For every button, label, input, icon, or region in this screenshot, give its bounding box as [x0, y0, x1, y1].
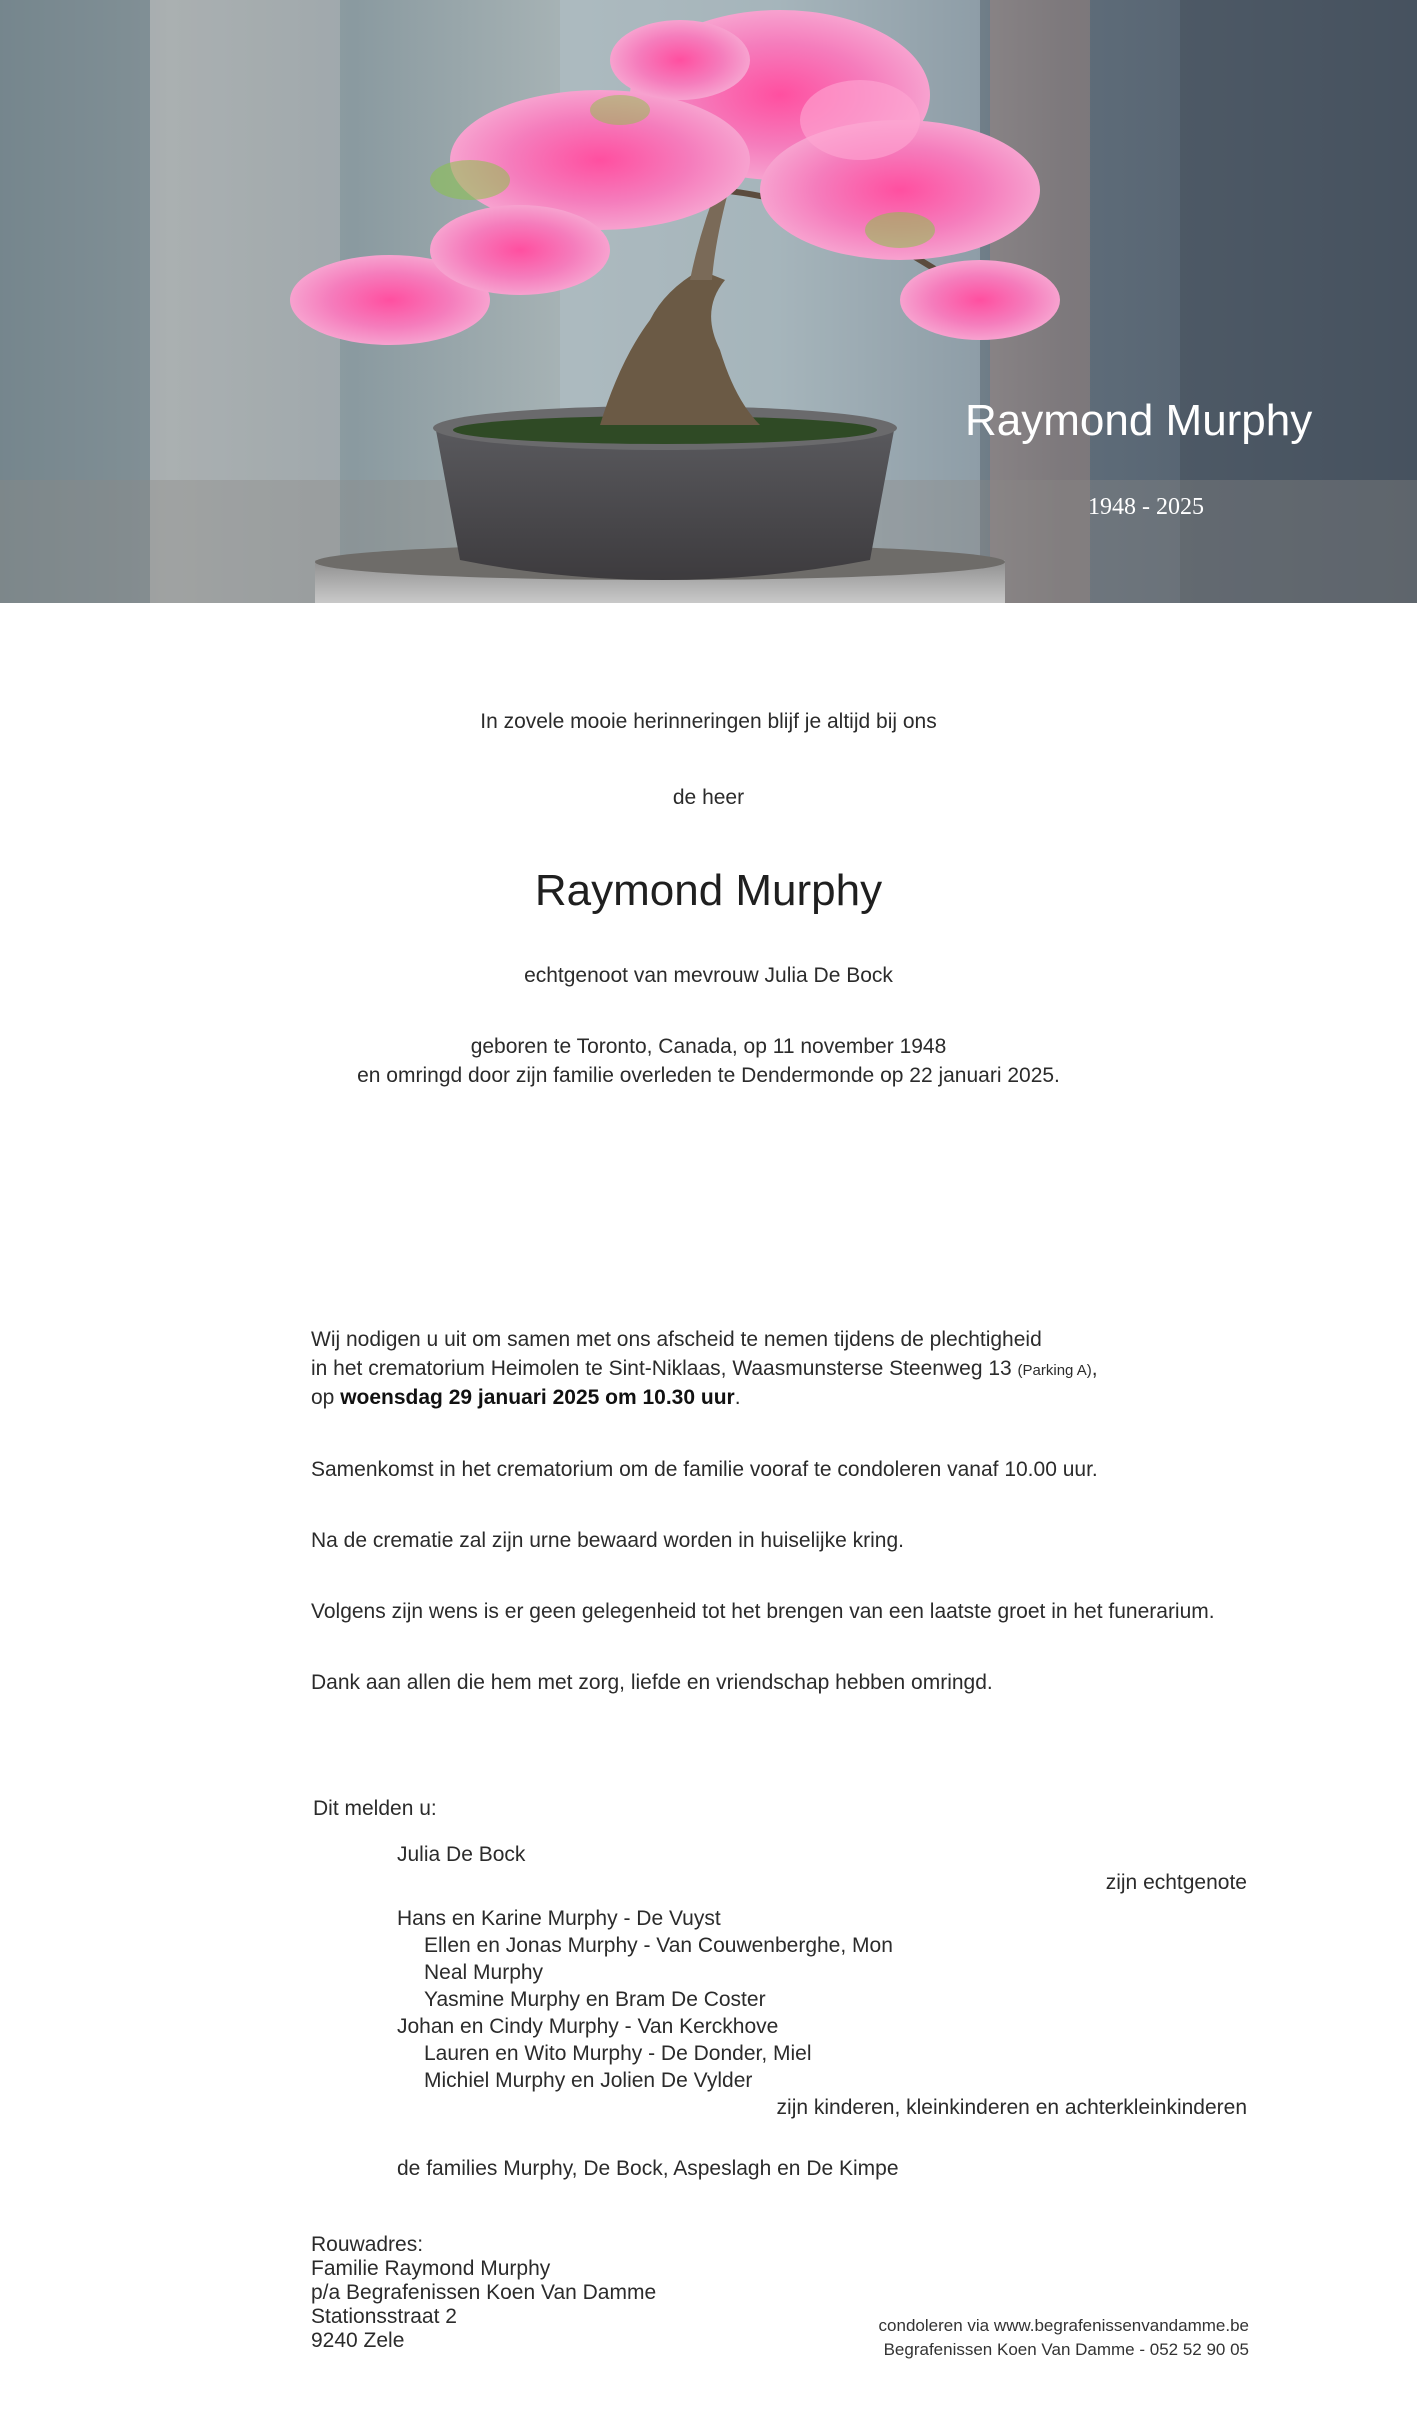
condolence-link[interactable]: condoleren via www.begrafenissenvandamme.be [878, 2316, 1249, 2335]
hero-banner [0, 0, 1417, 603]
honorific: de heer [672, 786, 745, 809]
family-intro: Dit melden u: [313, 1797, 437, 1820]
families-line: de families Murphy, De Bock, Aspeslagh en De Kimpe [397, 2157, 899, 2180]
invite-line-1: Wij nodigen u uit om samen met ons afscheid te nemen tijdens de plechtigheid [311, 1328, 1042, 1351]
family-member: Ellen en Jonas Murphy - Van Couwenberghe, Mon [424, 1934, 893, 1957]
children-role: zijn kinderen, kleinkinderen en achterkleinkinderen [776, 2096, 1247, 2119]
address-line: Stationsstraat 2 [311, 2305, 457, 2328]
invite-period: . [734, 1386, 741, 1409]
thanks-line: Dank aan allen die hem met zorg, liefde en vriendschap hebben omringd. [311, 1671, 993, 1694]
address-line: 9240 Zele [311, 2329, 405, 2352]
mourning-address [311, 2233, 656, 2353]
invite-line-2 [311, 1357, 1098, 1381]
deceased-name: Raymond Murphy [534, 866, 883, 915]
family-member: Yasmine Murphy en Bram De Coster [424, 1988, 766, 2011]
invite-date: woensdag 29 januari 2025 om 10.30 uur [340, 1386, 735, 1409]
death-line: en omringd door zijn familie overleden te Dendermonde op 22 januari 2025. [357, 1064, 1060, 1087]
gathering-line: Samenkomst in het crematorium om de familie vooraf te condoleren vanaf 10.00 uur. [311, 1458, 1098, 1481]
address-line: p/a Begrafenissen Koen Van Damme [311, 2281, 657, 2304]
hero-name: Raymond Murphy [965, 396, 1313, 445]
invite-location: in het crematorium Heimolen te Sint-Niklaas, Waasmunsterse Steenweg 13 [311, 1357, 1018, 1380]
spouse-role: zijn echtgenote [1105, 1871, 1247, 1894]
invite-op: op [311, 1386, 341, 1409]
urn-line: Na de crematie zal zijn urne bewaard worden in huiselijke kring. [311, 1529, 904, 1552]
family-member: Neal Murphy [424, 1961, 544, 1984]
address-label: Rouwadres: [311, 2233, 424, 2256]
family-member: Hans en Karine Murphy - De Vuyst [397, 1907, 721, 1930]
hero-years: 1948 - 2025 [1088, 494, 1204, 520]
invite-line-3 [311, 1386, 741, 1410]
wish-line: Volgens zijn wens is er geen gelegenheid tot het brengen van een laatste groet in het funerarium. [311, 1600, 1215, 1623]
parking-note: (Parking A) [1017, 1362, 1092, 1379]
family-member: Johan en Cindy Murphy - Van Kerckhove [397, 2015, 779, 2038]
family-member: Lauren en Wito Murphy - De Donder, Miel [424, 2042, 812, 2065]
invite-comma: , [1091, 1357, 1098, 1380]
spouse-name: Julia De Bock [397, 1843, 526, 1866]
footer [879, 2314, 1249, 2362]
company-line: Begrafenissen Koen Van Damme - 052 52 90 05 [883, 2340, 1249, 2359]
birth-line: geboren te Toronto, Canada, op 11 november 1948 [470, 1035, 947, 1058]
bonsai-photo [0, 0, 1417, 603]
address-line: Familie Raymond Murphy [311, 2257, 551, 2280]
spouse-line: echtgenoot van mevrouw Julia De Bock [524, 964, 893, 987]
family-member: Michiel Murphy en Jolien De Vylder [424, 2069, 753, 2092]
motto: In zovele mooie herinneringen blijf je altijd bij ons [480, 710, 937, 733]
